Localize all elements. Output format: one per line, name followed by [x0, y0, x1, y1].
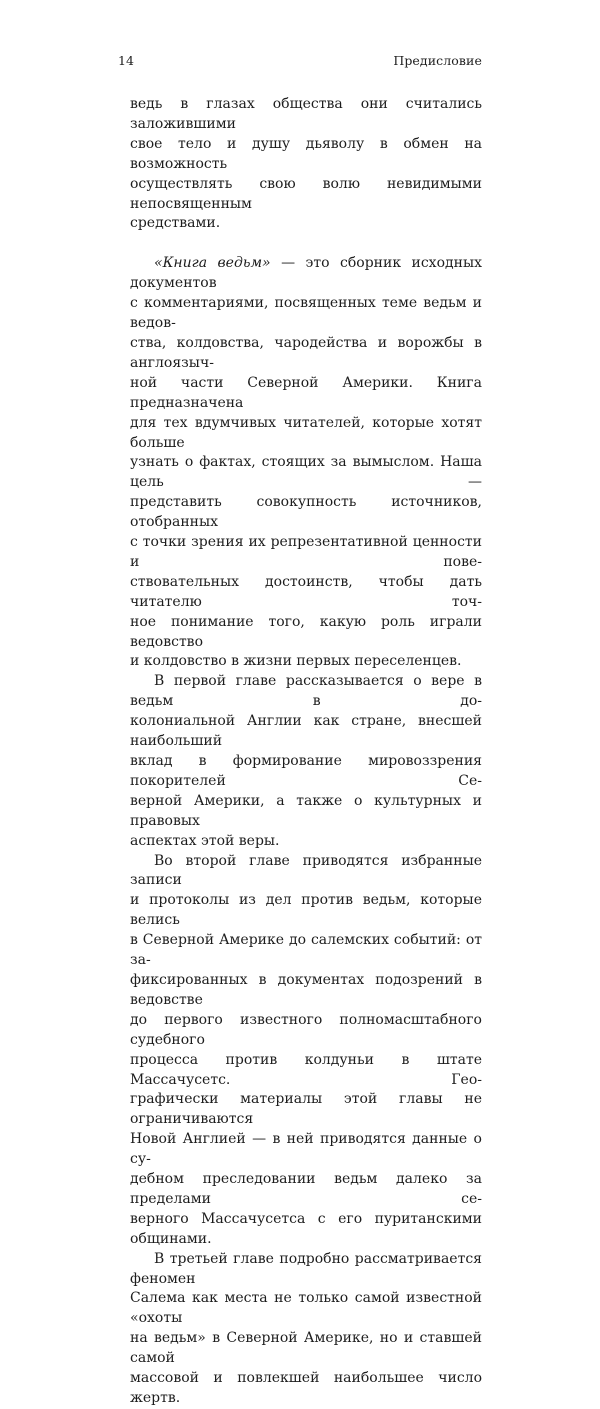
text-line: графически материалы этой главы не ограничиваются: [130, 1091, 482, 1128]
text-line: представить совокупность источников, отобранных: [130, 494, 482, 531]
text-line: Во второй главе приводятся избранные записи: [130, 852, 482, 889]
text-line: процесса против колдуньи в штате Массачусетс. Гео-: [130, 1051, 482, 1088]
text-line: осуществлять свою волю невидимыми непосвященным: [130, 175, 482, 212]
text-line: вклад в формирование мировоззрения покорителей Се-: [130, 753, 482, 789]
text-line: средствами.: [130, 215, 221, 232]
text-line: верной Америки, а также о культурных и правовых: [130, 792, 482, 829]
text-line: «Книга ведьм» — это сборник исходных документов: [130, 255, 482, 292]
paragraph-chapter-one: [130, 672, 482, 851]
text-line: узнать о фактах, стоящих за вымыслом. Наша цель —: [130, 454, 482, 491]
text-line: В первой главе рассказывается о вере в ведьм в до-: [130, 673, 482, 710]
text-line: на ведьм» в Северной Америке, но и ставшей самой: [130, 1330, 482, 1367]
text-line: ное понимание того, какую роль играли ведовство: [130, 613, 482, 650]
text-line: в Северной Америке до салемских событий: от за-: [130, 932, 482, 969]
paragraph-chapter-two: [130, 852, 482, 1250]
paragraph-book-intro: [130, 254, 482, 672]
text-line: свое тело и душу дьяволу в обмен на возможность: [130, 135, 482, 172]
text-line: и протоколы из дел против ведьм, которые велись: [130, 892, 482, 929]
text-line: для тех вдумчивых читателей, которые хотят больше: [130, 414, 482, 451]
text-line: Салема как места не только самой известной «охоты: [130, 1290, 482, 1327]
text-line: колониальной Англии как стране, внесшей наибольший: [130, 713, 482, 750]
text-line: верного Массачусетса с его пуританскими общинами.: [130, 1210, 482, 1247]
text-line: ствовательных достоинств, чтобы дать читателю точ-: [130, 573, 482, 610]
text-line: с точки зрения их репрезентативной ценности и пове-: [130, 534, 482, 570]
text-line: фиксированных в документах подозрений в ведовстве: [130, 971, 482, 1008]
text-line: массовой и повлекшей наибольшее число жертв.: [130, 1370, 482, 1406]
text-line: до первого известного полномасштабного судебного: [130, 1011, 482, 1048]
text-line: ной части Северной Америки. Книга предназначена: [130, 374, 482, 411]
text-line: и колдовство в жизни первых переселенцев.: [130, 653, 462, 670]
text-line: с комментариями, посвященных теме ведьм и ведов-: [130, 295, 482, 332]
text-line: ства, колдовства, чародейства и ворожбы в англоязыч-: [130, 334, 482, 371]
text-line: дебном преследовании ведьм далеко за пределами се-: [130, 1171, 482, 1207]
text-line: Новой Англией — в ней приводятся данные о су-: [130, 1131, 482, 1168]
paragraph-chapter-three: [130, 1250, 482, 1409]
paragraph-continuation: [130, 95, 482, 234]
text-line: В третьей главе подробно рассматривается феномен: [130, 1250, 482, 1287]
running-head: Предисловие: [393, 53, 482, 68]
text-line: ведь в глазах общества они считались заложившими: [130, 96, 482, 132]
page-number: 14: [118, 53, 134, 68]
book-title: «Книга ведьм»: [154, 255, 271, 272]
page-header: [118, 53, 482, 73]
body-text: [130, 95, 482, 1409]
text-line: аспектах этой веры.: [130, 832, 280, 849]
